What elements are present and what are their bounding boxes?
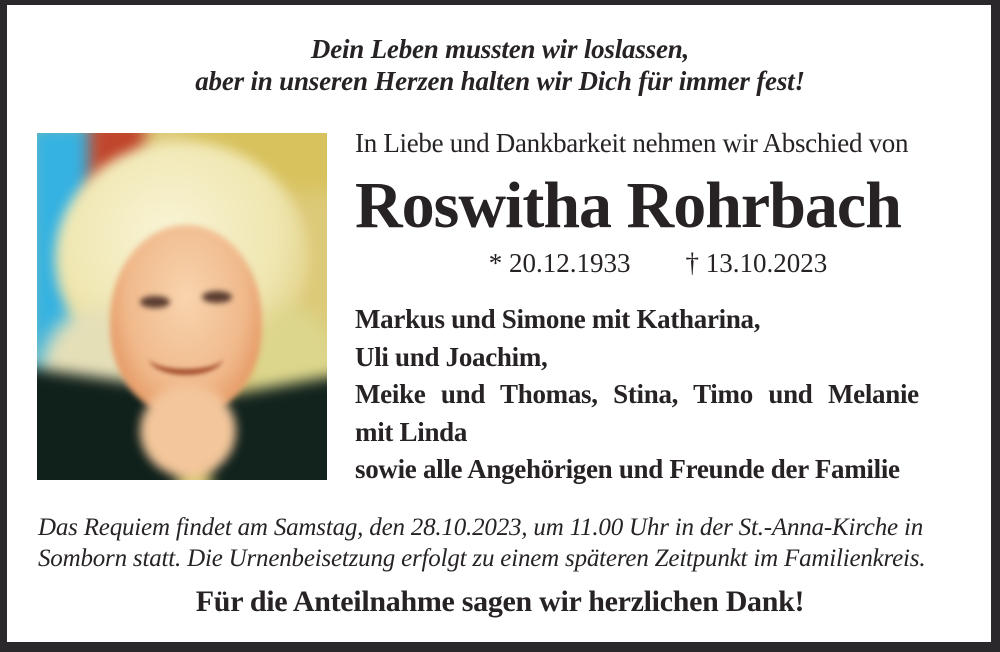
mourners-line: sowie alle Angehörigen und Freunde der Familie <box>355 454 900 484</box>
epigraph-line-1: Dein Leben mussten wir loslassen, <box>310 34 690 64</box>
epigraph-line-2: aber in unseren Herzen halten wir Dich für immer fest! <box>195 66 805 96</box>
mourners-line: Uli und Joachim, <box>355 341 548 372</box>
epigraph <box>0 33 1000 97</box>
funeral-information <box>38 512 962 574</box>
life-dates <box>355 248 961 279</box>
funeral-info-line-1: Das Requiem findet am Samstag, den 28.10.2023, um 11.00 Uhr in der St.-Anna-Kirche in <box>38 514 923 541</box>
funeral-info-line-2: Somborn statt. Die Urnenbeisetzung erfolgt zu einem späteren Zeitpunkt im Familienkreis. <box>38 545 926 572</box>
woman-eye-left <box>140 296 170 308</box>
portrait-photo <box>37 133 327 480</box>
mourners-line: Meike und Thomas, Stina, Timo und Melanie <box>355 379 919 409</box>
mourners-line: mit Linda <box>355 416 468 447</box>
announcement-intro: In Liebe und Dankbarkeit nehmen wir Abschied von <box>355 128 909 158</box>
woman-smile <box>149 341 223 375</box>
mourners-list <box>355 301 961 489</box>
death-date: † 13.10.2023 <box>685 248 828 278</box>
mourners-line: Markus und Simone mit Katharina, <box>355 304 761 334</box>
deceased-name: Roswitha Rohrbach <box>355 169 901 242</box>
woman-chin <box>140 385 236 477</box>
thanks-line: Für die Anteilnahme sagen wir herzlichen Dank! <box>195 585 805 618</box>
woman-eye-right <box>202 291 232 303</box>
birth-date: * 20.12.1933 <box>488 248 631 278</box>
